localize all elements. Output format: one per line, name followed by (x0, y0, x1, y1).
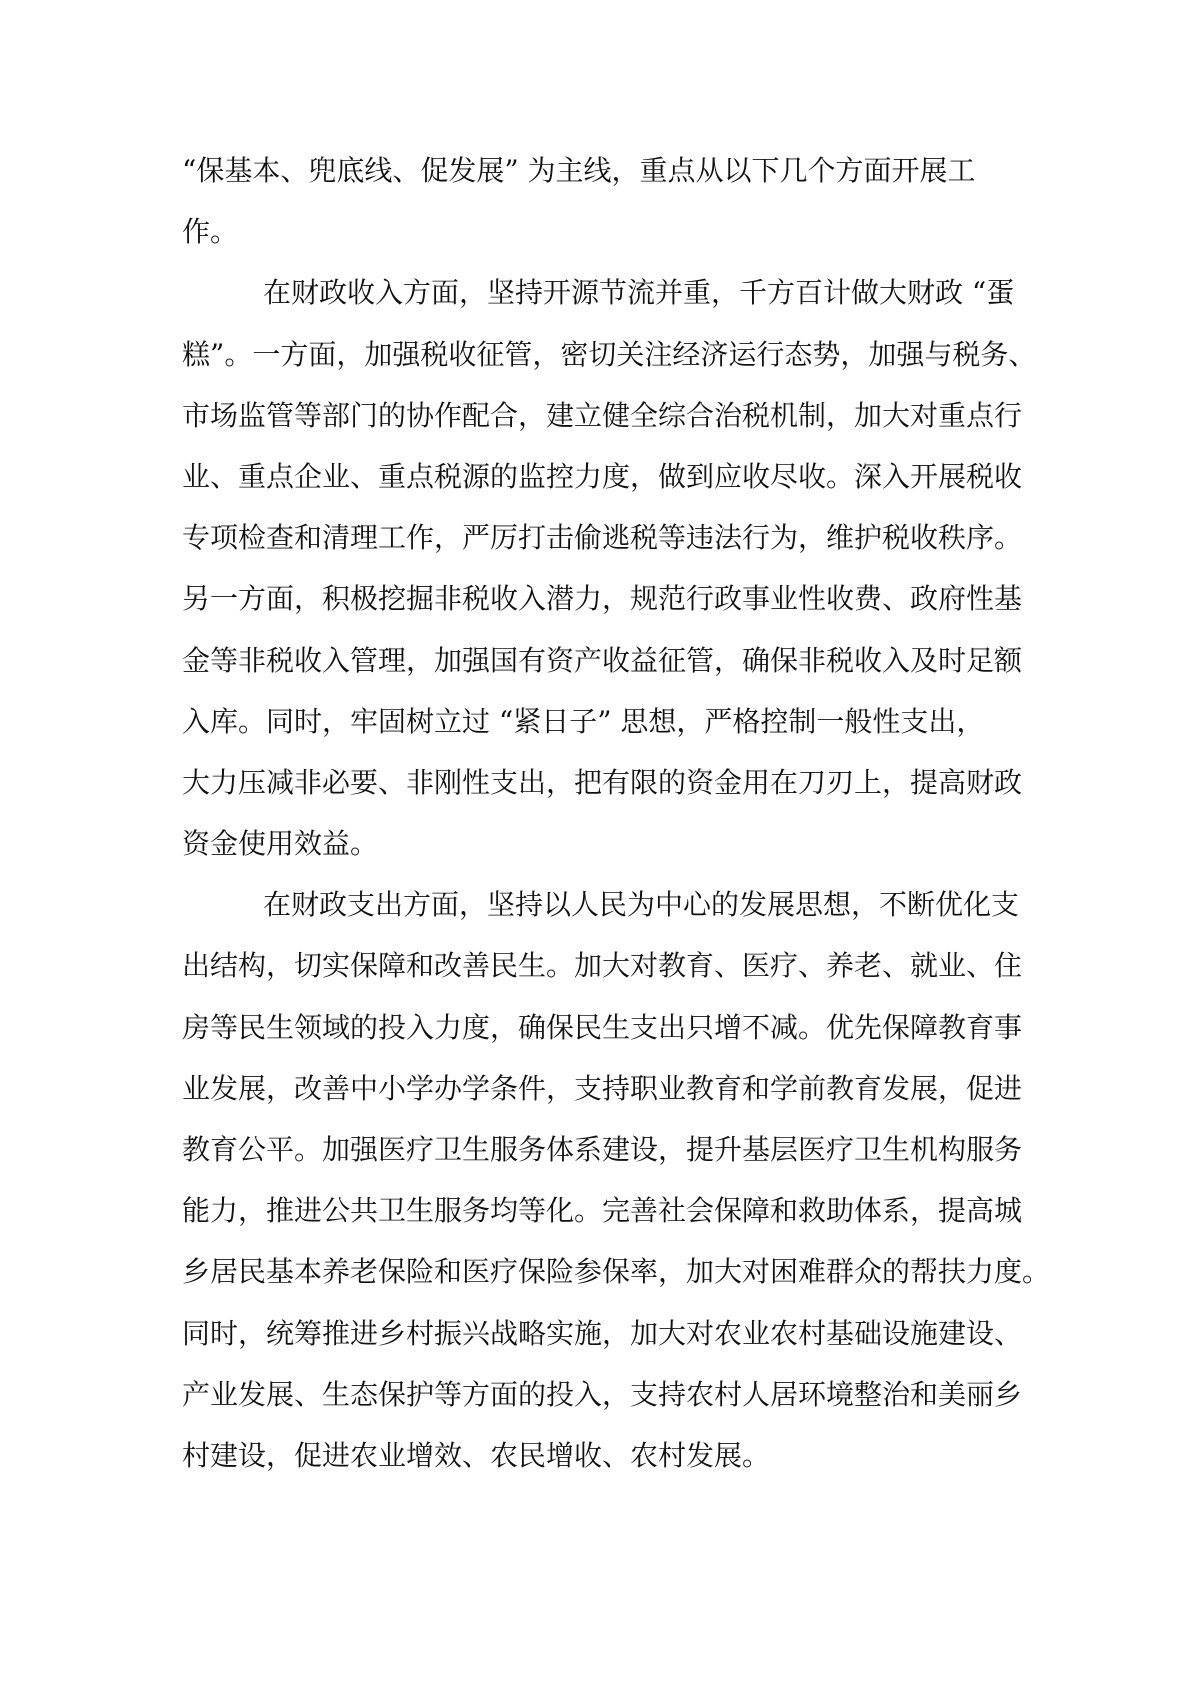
text-line: 村建设，促进农业增效、农民增收、农村发展。 (182, 1438, 771, 1472)
text-line: 乡居民基本养老保险和医疗保险参保率，加大对困难群众的帮扶力度。 (182, 1255, 1051, 1289)
text-line: 业、重点企业、重点税源的监控力度，做到应收尽收。深入开展税收 (182, 459, 1023, 493)
text-line: 同时，统筹推进乡村振兴战略实施，加大对农业农村基础设施建设、 (182, 1316, 1023, 1350)
text-line: 教育公平。加强医疗卫生服务体系建设，提升基层医疗卫生机构服务 (182, 1133, 1023, 1166)
text-line: 能力，推进公共卫生服务均等化。完善社会保障和救助体系，提高城 (182, 1194, 1023, 1228)
text-line: 市场监管等部门的协作配合，建立健全综合治税机制，加大对重点行 (182, 398, 1023, 432)
paragraph-first-line: 在财政支出方面，坚持以人民为中心的发展思想，不断优化支 (263, 888, 1020, 922)
text-line: 专项检查和清理工作，严厉打击偷逃税等违法行为，维护税收秩序。 (182, 521, 1023, 555)
text-line: 作。 (182, 215, 239, 249)
paragraph-first-line: 在财政收入方面，坚持开源节流并重，千方百计做大财政 “蛋 (263, 276, 1015, 310)
text-line: “保基本、兜底线、促发展” 为主线，重点从以下几个方面开展工 (182, 154, 976, 187)
text-line: 业发展，改善中小学办学条件，支持职业教育和学前教育发展，促进 (182, 1071, 1023, 1105)
document-body (182, 140, 1051, 1486)
text-line: 糕”。一方面，加强税收征管，密切关注经济运行态势，加强与税务、 (182, 337, 1037, 371)
text-line: 资金使用效益。 (182, 827, 379, 861)
text-line: 出结构，切实保障和改善民生。加大对教育、医疗、养老、就业、住 (182, 949, 1023, 983)
text-line: 产业发展、生态保护等方面的投入，支持农村人居环境整治和美丽乡 (182, 1377, 1023, 1411)
text-line: 金等非税收入管理，加强国有资产收益征管，确保非税收入及时足额 (182, 643, 1023, 677)
text-line: 大力压减非必要、非刚性支出，把有限的资金用在刀刃上，提高财政 (182, 765, 1023, 799)
text-line: 房等民生领域的投入力度，确保民生支出只增不减。优先保障教育事 (182, 1010, 1023, 1044)
text-line: 另一方面，积极挖掘非税收入潜力，规范行政事业性收费、政府性基 (182, 582, 1023, 616)
text-line: 入库。同时，牢固树立过 “紧日子” 思想，严格控制一般性支出， (182, 704, 985, 738)
